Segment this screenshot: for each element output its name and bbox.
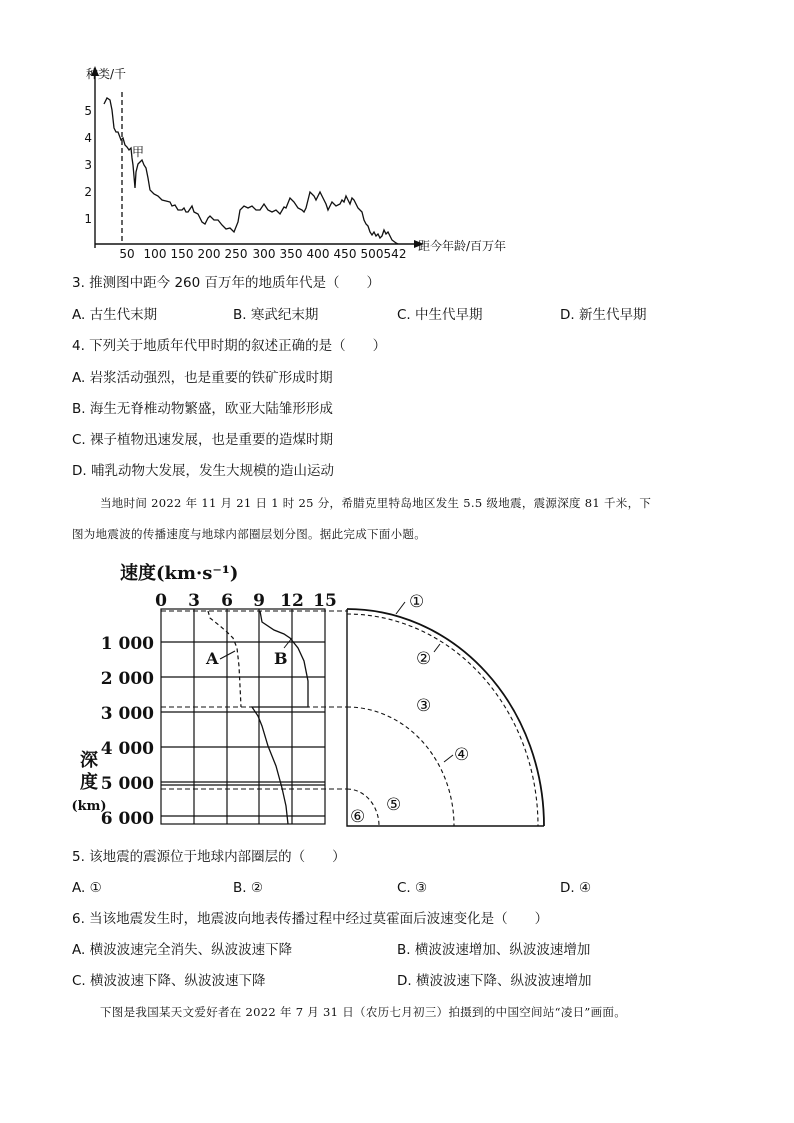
q4-option-a[interactable]: A. 岩浆活动强烈，也是重要的铁矿形成时期	[72, 370, 333, 386]
earth-interior-quadrant	[347, 609, 544, 826]
y-tick: 5	[84, 104, 92, 118]
passage-earthquake-line1: 当地时间 2022 年 11 月 21 日 1 时 25 分，希腊克里特岛地区发生 5.5 级地震，震源深度 81 千米，下	[100, 496, 652, 510]
velocity-grid	[161, 609, 325, 824]
layer-2-leader	[434, 644, 440, 652]
y-tick: 2	[84, 185, 92, 199]
layer-label-2: ②	[416, 649, 432, 669]
layer-label-1: ①	[409, 592, 425, 612]
marker-label-jia: 甲	[132, 145, 145, 159]
y-tick: 1 000	[100, 634, 154, 654]
x-tick: 500	[360, 247, 384, 261]
x-axis-label: 距今年龄/百万年	[418, 239, 507, 253]
x-tick: 12	[280, 591, 304, 611]
q5-option-d[interactable]: D. ④	[560, 880, 592, 896]
curve-b-leader	[284, 638, 292, 648]
q3-option-b[interactable]: B. 寒武纪末期	[233, 307, 319, 323]
y-tick: 2 000	[100, 669, 154, 689]
x-tick: 250	[224, 247, 248, 261]
passage-earthquake-line2: 图为地震波的传播速度与地球内部圈层划分图。据此完成下面小题。	[72, 527, 426, 541]
y-axis-label: 种类/千	[86, 67, 127, 81]
x-tick: 9	[253, 591, 265, 611]
x-tick: 350	[279, 247, 303, 261]
curve-b-label: B	[274, 649, 288, 668]
depth-label-1: 深	[80, 750, 98, 771]
x-tick: 200	[197, 247, 221, 261]
y-tick: 3 000	[100, 704, 154, 724]
q3-stem: 3. 推测图中距今 260 百万年的地质年代是（ ）	[72, 275, 381, 291]
y-tick: 1	[84, 212, 92, 226]
q4-option-b[interactable]: B. 海生无脊椎动物繁盛，欧亚大陆雏形形成	[72, 401, 333, 417]
q4-option-c[interactable]: C. 裸子植物迅速发展，也是重要的造煤时期	[72, 432, 334, 448]
x-tick: 542	[383, 247, 407, 261]
x-tick: 450	[333, 247, 357, 261]
x-tick: 400	[306, 247, 330, 261]
curve-b-p-wave	[252, 611, 308, 824]
layer-label-6: ⑥	[350, 807, 366, 827]
x-tick: 100	[143, 247, 167, 261]
q3-option-c[interactable]: C. 中生代早期	[397, 307, 483, 323]
q3-option-a[interactable]: A. 古生代末期	[72, 307, 158, 323]
q6-option-d[interactable]: D. 横波波速下降、纵波波速增加	[397, 973, 592, 989]
species-age-chart	[80, 60, 540, 265]
x-tick: 6	[221, 591, 233, 611]
layer-label-4: ④	[454, 745, 470, 765]
q6-option-c[interactable]: C. 横波波速下降、纵波波速下降	[72, 973, 266, 989]
layer-1-leader	[396, 602, 405, 614]
depth-unit: (km)	[71, 799, 107, 814]
q6-option-a[interactable]: A. 横波波速完全消失、纵波波速下降	[72, 942, 293, 958]
species-curve	[104, 98, 398, 244]
q6-option-b[interactable]: B. 横波波速增加、纵波波速增加	[397, 942, 591, 958]
layer-4-leader	[444, 755, 453, 762]
y-tick: 5 000	[100, 774, 154, 794]
passage-space-station: 下图是我国某天文爱好者在 2022 年 7 月 31 日（农历七月初三）拍摄到的中国空间站“凌日”画面。	[100, 1005, 627, 1019]
q5-stem: 5. 该地震的震源位于地球内部圈层的（ ）	[72, 849, 346, 865]
x-tick: 15	[313, 591, 337, 611]
velocity-title: 速度(km·s⁻¹)	[120, 563, 239, 584]
q5-option-b[interactable]: B. ②	[233, 880, 263, 896]
y-tick: 4 000	[100, 739, 154, 759]
depth-label-2: 度	[80, 772, 98, 793]
x-tick: 0	[155, 591, 167, 611]
q4-option-d[interactable]: D. 哺乳动物大发展，发生大规模的造山运动	[72, 463, 334, 479]
q6-stem: 6. 当该地震发生时，地震波向地表传播过程中经过莫霍面后波速变化是（ ）	[72, 911, 549, 927]
q5-option-a[interactable]: A. ①	[72, 880, 102, 896]
x-tick: 50	[119, 247, 135, 261]
y-tick: 4	[84, 131, 92, 145]
q3-option-d[interactable]: D. 新生代早期	[560, 307, 647, 323]
seismic-wave-chart	[70, 556, 560, 834]
layer-label-5: ⑤	[386, 795, 402, 815]
x-tick: 150	[170, 247, 194, 261]
x-tick: 300	[252, 247, 276, 261]
y-tick: 3	[84, 158, 92, 172]
y-tick: 6 000	[100, 809, 154, 829]
q5-option-c[interactable]: C. ③	[397, 880, 428, 896]
curve-a-label: A	[206, 649, 219, 668]
layer-label-3: ③	[416, 696, 432, 716]
q4-stem: 4. 下列关于地质年代甲时期的叙述正确的是（ ）	[72, 338, 387, 354]
x-tick: 3	[188, 591, 200, 611]
